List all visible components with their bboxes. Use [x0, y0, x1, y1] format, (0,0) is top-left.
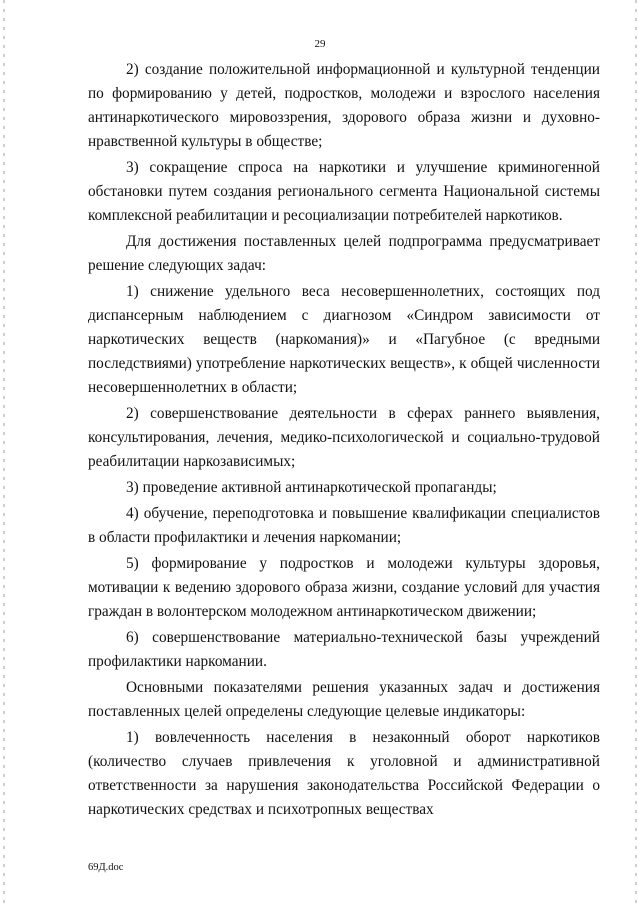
paragraph: 1) вовлеченность населения в незаконный оборот наркотиков (количество случаев привлечения к уголовной и административной ответственности за нарушения законодательства Российской Федерации о наркотических средствах и психотропных веществах — [88, 729, 600, 818]
paragraph: Основными показателями решения указанных задач и достижения поставленных целей определены следующие целевые индикаторы: — [88, 679, 600, 720]
paragraph: Для достижения поставленных целей подпрограмма предусматривает решение следующих задач: — [88, 233, 600, 274]
document-body — [88, 58, 600, 824]
paragraph: 1) снижение удельного веса несовершеннолетних, состоящих под диспансерным наблюдением с диагнозом «Синдром зависимости от наркотических веществ (наркомания)» и «Пагубное (с вредными последствиями) употребление наркотических веществ», к общей численности несовершеннолетних в области; — [88, 283, 600, 396]
paragraph: 3) сокращение спроса на наркотики и улучшение криминогенной обстановки путем создания регионального сегмента Национальной системы комплексной реабилитации и ресоциализации потребителей наркотиков. — [88, 159, 600, 224]
scan-edge-left — [3, 0, 5, 905]
paragraph: 5) формирование у подростков и молодежи культуры здоровья, мотивации к ведению здорового образа жизни, создание условий для участия граждан в волонтерском молодежном антинаркотическом движении; — [88, 555, 600, 620]
scan-edge-right — [635, 0, 637, 905]
paragraph: 6) совершенствование материально-технической базы учреждений профилактики наркомании. — [88, 629, 600, 670]
paragraph: 3) проведение активной антинаркотической пропаганды; — [126, 479, 497, 496]
page-number: 29 — [314, 38, 326, 50]
paragraph: 4) обучение, переподготовка и повышение квалификации специалистов в области профилактики и лечения наркомании; — [88, 505, 600, 546]
footer-filename: 69Д.doc — [88, 862, 124, 873]
paragraph: 2) создание положительной информационной и культурной тенденции по формированию у детей, подростков, молодежи и взрослого населения антинаркотического мировоззрения, здорового образа жизни и духовно-нравственной культуры в обществе; — [88, 61, 600, 150]
paragraph: 2) совершенствование деятельности в сферах раннего выявления, консультирования, лечения, медико-психологической и социально-трудовой реабилитации наркозависимых; — [88, 405, 600, 470]
